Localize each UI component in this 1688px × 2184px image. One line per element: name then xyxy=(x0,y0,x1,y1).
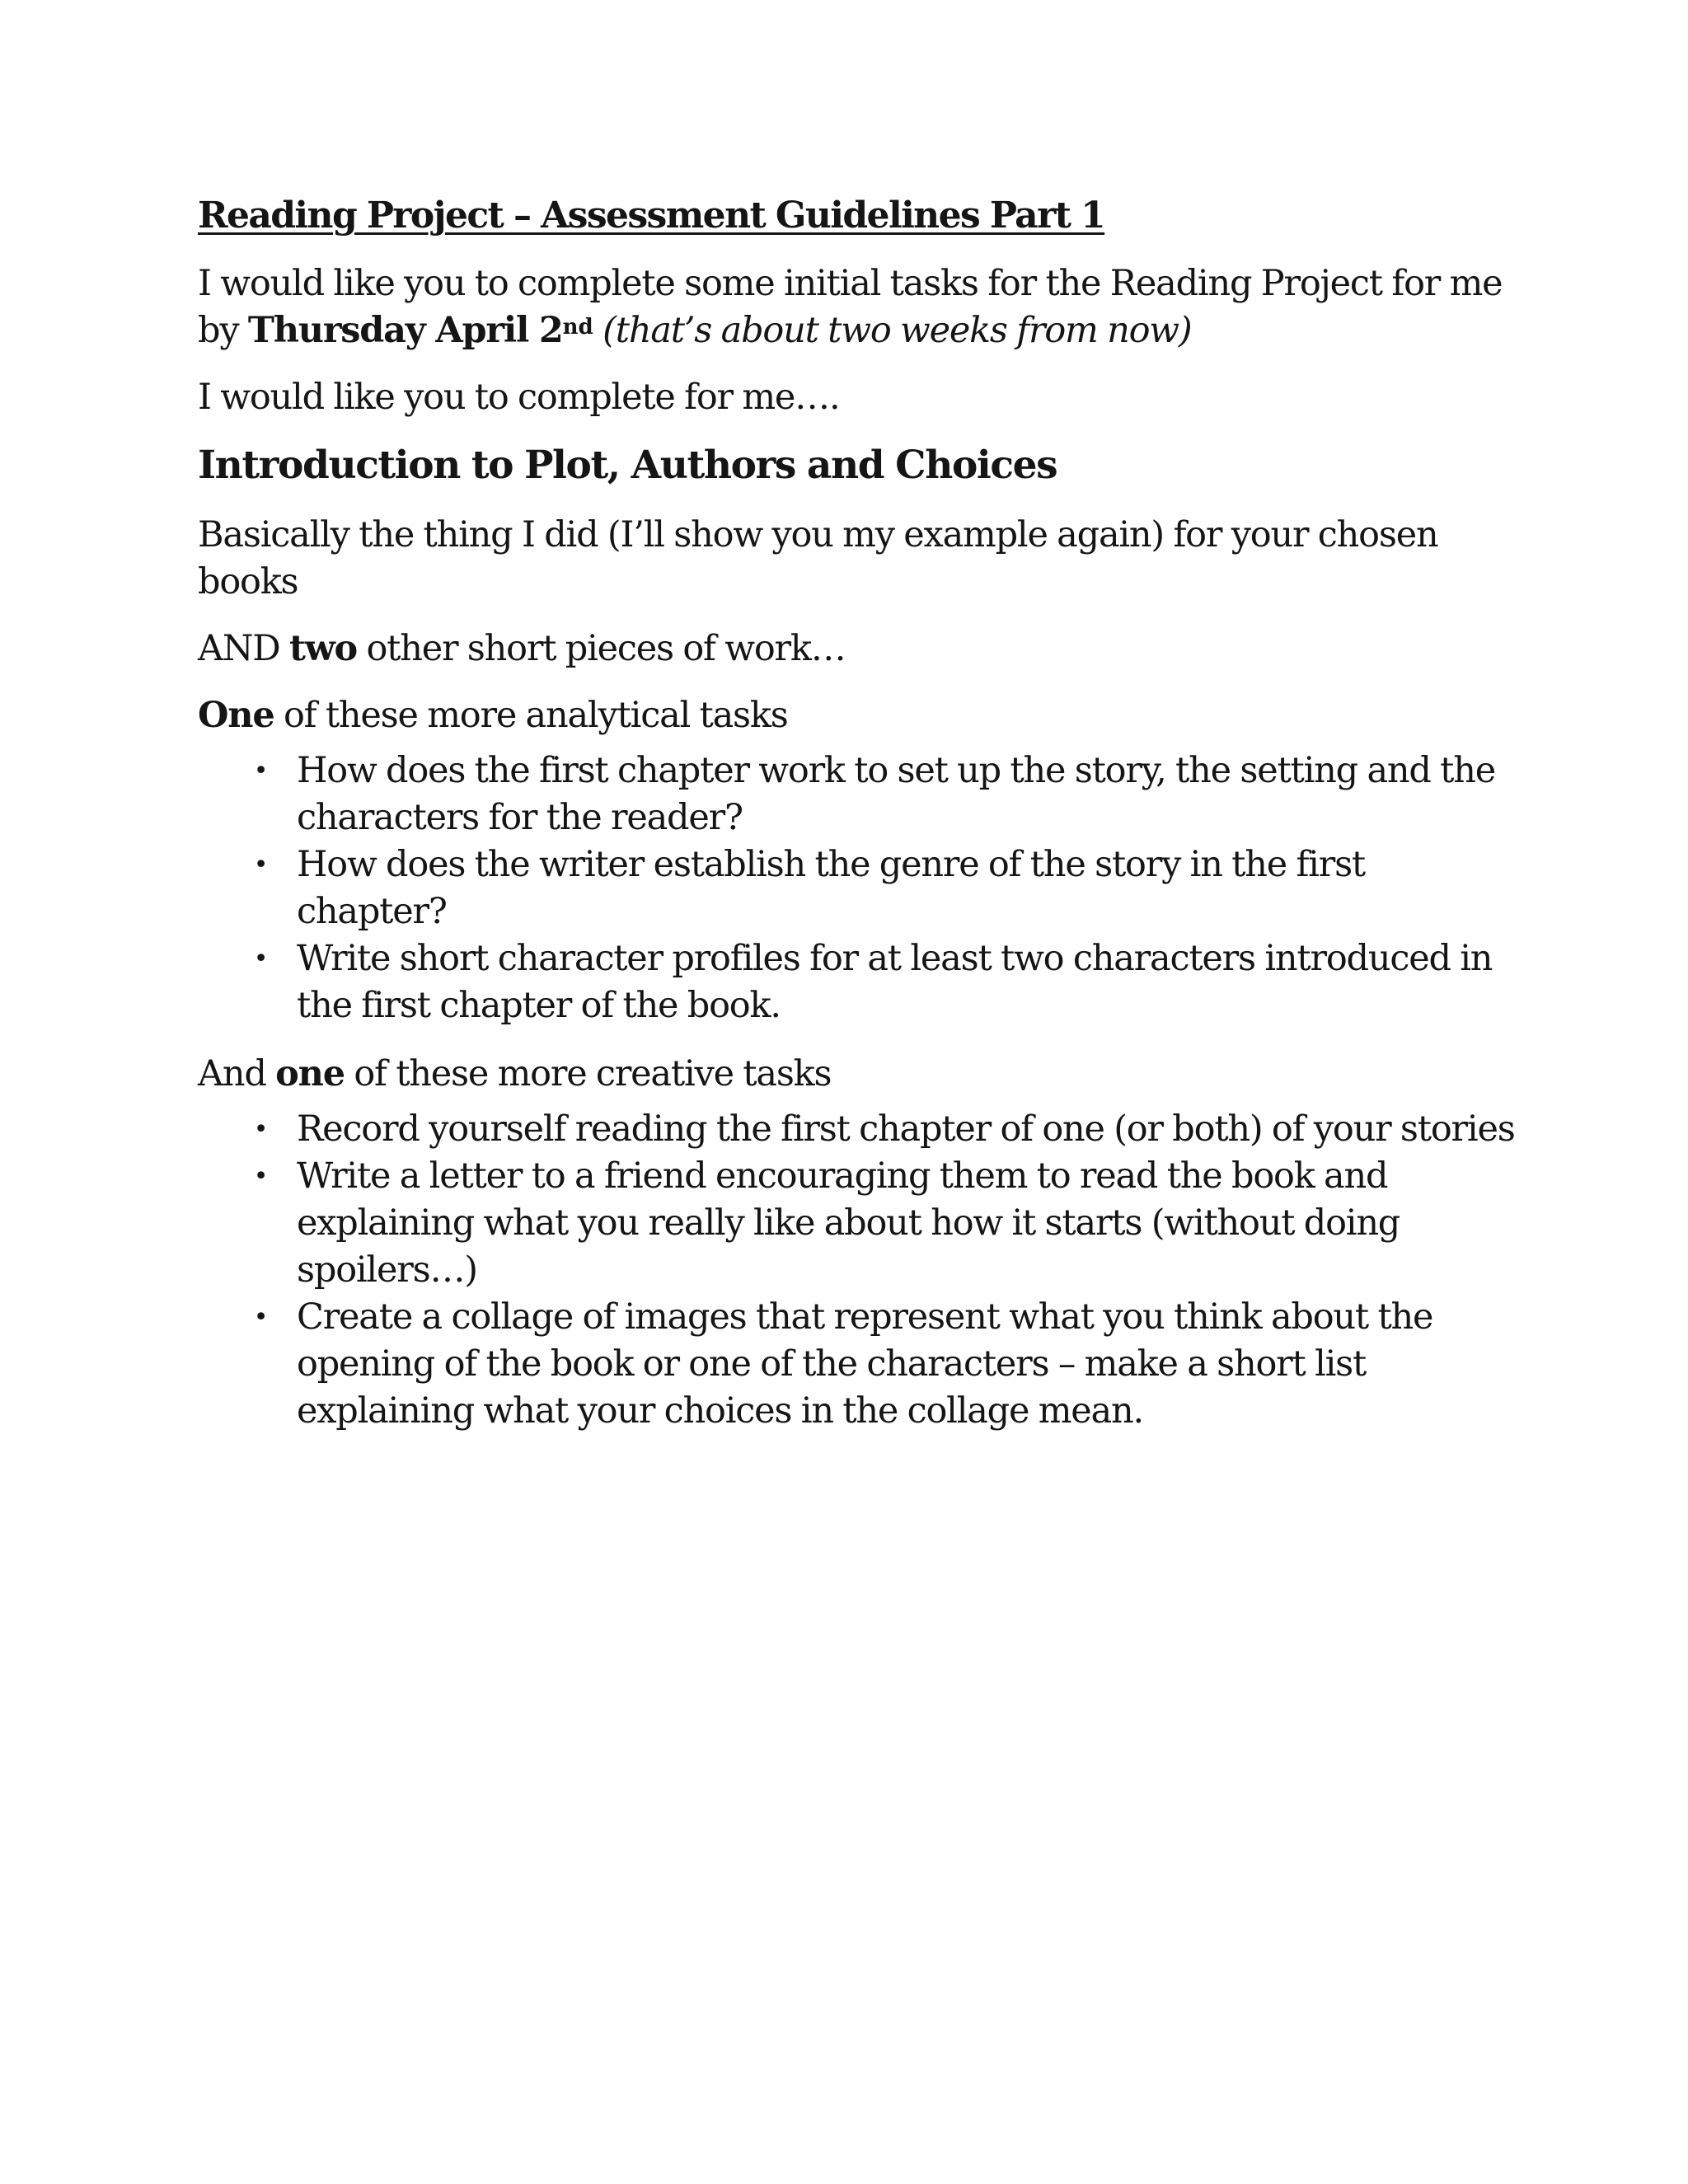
analytical-task-list xyxy=(198,748,1517,1029)
due-date: Thursday April 2 xyxy=(247,310,563,351)
analytical-intro xyxy=(198,692,1517,739)
list-item xyxy=(198,1294,1517,1435)
list-item xyxy=(198,935,1517,1029)
and-two-post: other short pieces of work… xyxy=(357,628,846,669)
document-title: Reading Project – Assessment Guidelines Part 1 xyxy=(198,194,1105,237)
creative-task-list xyxy=(198,1106,1517,1435)
complete-line: I would like you to complete for me…. xyxy=(198,377,840,418)
bullet-icon: • xyxy=(253,1162,268,1191)
analytical-task-text: How does the writer establish the genre of the story in the first chapter? xyxy=(297,844,1366,932)
bullet-icon: • xyxy=(253,1303,268,1332)
analytical-intro-bold: One xyxy=(198,695,274,736)
creative-intro-pre: And xyxy=(198,1053,276,1094)
and-two-bold: two xyxy=(289,628,357,669)
bullet-icon: • xyxy=(253,757,268,785)
document-page xyxy=(198,191,1517,1456)
bullet-icon: • xyxy=(253,851,268,879)
and-two-paragraph xyxy=(198,626,1517,673)
section-heading: Introduction to Plot, Authors and Choices xyxy=(198,443,1057,488)
list-item xyxy=(198,1153,1517,1294)
intro-text: I would like you to complete some initial tasks for the Reading Project for me by xyxy=(198,263,1503,351)
creative-task-text: Record yourself reading the first chapter of one (or both) of your stories xyxy=(297,1108,1515,1150)
creative-task-text: Create a collage of images that represent what you think about the opening of the book or one of the characters – make a short list explaining what your choices in the collage mean. xyxy=(297,1296,1433,1432)
analytical-task-text: Write short character profiles for at least two characters introduced in the first chapter of the book. xyxy=(297,938,1493,1026)
creative-task-text: Write a letter to a friend encouraging them to read the book and explaining what you really like about how it starts (without doing spoilers…) xyxy=(297,1155,1400,1291)
due-date-suffix: nd xyxy=(562,315,593,340)
creative-intro-text: of these more creative tasks xyxy=(344,1053,832,1094)
intro-paragraph xyxy=(198,260,1517,354)
analytical-task-text: How does the first chapter work to set up the story, the setting and the characters for the reader? xyxy=(297,750,1495,838)
due-date-note: (that’s about two weeks from now) xyxy=(593,310,1192,351)
and-two-pre: AND xyxy=(198,628,290,669)
list-item xyxy=(198,841,1517,935)
bullet-icon: • xyxy=(253,1115,268,1144)
creative-intro-bold: one xyxy=(275,1053,345,1094)
analytical-intro-text: of these more analytical tasks xyxy=(274,695,788,736)
list-item xyxy=(198,748,1517,841)
bullet-icon: • xyxy=(253,944,268,973)
creative-intro xyxy=(198,1051,1517,1098)
list-item xyxy=(198,1106,1517,1153)
basically-paragraph: Basically the thing I did (I’ll show you my example again) for your chosen books xyxy=(198,514,1438,602)
